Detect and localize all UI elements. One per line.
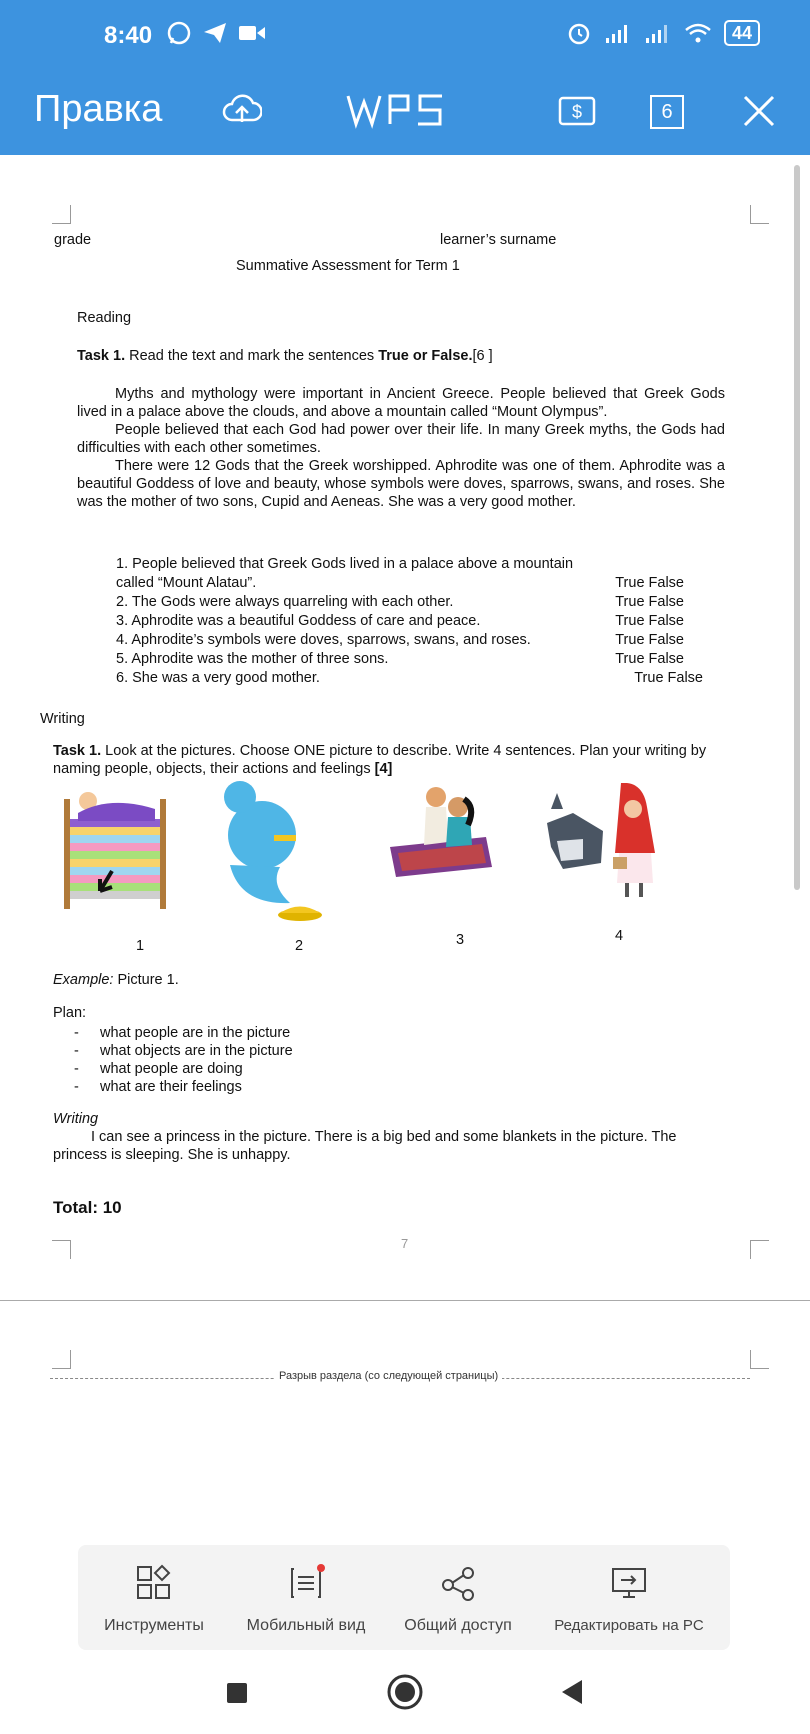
- share-label: Общий доступ: [404, 1617, 512, 1634]
- money-icon[interactable]: [556, 94, 598, 128]
- statement-row: [116, 669, 701, 688]
- edit-on-pc-button[interactable]: [534, 1545, 724, 1650]
- bottom-toolbar: [78, 1545, 730, 1650]
- picture-number: 1: [136, 938, 145, 954]
- plan-item: - what are their feelings: [74, 1079, 242, 1095]
- section-break-label: Разрыв раздела (со следующей страницы): [275, 1370, 502, 1382]
- picture-number: 3: [456, 932, 465, 948]
- statement-text: 2. The Gods were always quarreling with each other.: [116, 594, 454, 610]
- share-icon: [438, 1563, 478, 1603]
- page-count-badge[interactable]: 6: [650, 95, 684, 129]
- plan-label: Plan:: [53, 1005, 87, 1021]
- mobile-view-icon: [286, 1563, 326, 1603]
- scrollbar[interactable]: [794, 165, 800, 890]
- statement-row: [116, 574, 701, 593]
- crop-mark: [750, 1350, 769, 1369]
- true-false-choice[interactable]: True False: [615, 613, 684, 629]
- close-icon[interactable]: [742, 94, 776, 128]
- picture-number: 2: [295, 938, 304, 954]
- paragraph: Myths and mythology were important in Ancient Greece. People believed that Greek Gods lived in a palace above the clouds, and above a mountain called “Mount Olympus”.: [77, 386, 725, 420]
- crop-mark: [52, 1240, 71, 1259]
- writing-task-prefix: Task 1.: [53, 743, 102, 759]
- reading-heading: Reading: [77, 310, 132, 326]
- princess-bed-picture[interactable]: [60, 779, 170, 911]
- crop-mark: [750, 1240, 769, 1259]
- status-icons-right: [566, 20, 760, 46]
- wps-logo-icon: [344, 90, 464, 130]
- writing-example-text: I can see a princess in the picture. There is a big bed and some blankets in the picture. The princess is sleeping. She is unhappy.: [53, 1129, 677, 1163]
- true-false-choice[interactable]: True False: [634, 670, 703, 686]
- true-false-choice[interactable]: True False: [615, 575, 684, 591]
- video-icon: [238, 22, 266, 44]
- statement-text: called “Mount Alatau”.: [116, 575, 257, 591]
- document-title: Summative Assessment for Term 1: [236, 258, 460, 274]
- writing-task-instruction: [53, 742, 723, 778]
- example-text: Picture 1.: [113, 972, 179, 988]
- signal-icon: [604, 22, 632, 44]
- task1-text: Read the text and mark the sentences: [125, 348, 379, 364]
- task1-bold: True or False.: [378, 348, 473, 364]
- true-false-choice[interactable]: True False: [615, 594, 684, 610]
- crop-mark: [52, 1350, 71, 1369]
- writing-example-label: Writing: [53, 1111, 99, 1127]
- statements-list: [116, 555, 701, 688]
- statement-text: 5. Aphrodite was the mother of three sons.: [116, 651, 389, 667]
- statement-text: 3. Aphrodite was a beautiful Goddess of care and peace.: [116, 613, 481, 629]
- plan-list: [74, 1024, 293, 1096]
- true-false-choice[interactable]: True False: [615, 651, 684, 667]
- statement-row: [116, 612, 701, 631]
- writing-heading: Writing: [40, 711, 85, 727]
- aladdin-carpet-picture[interactable]: [386, 777, 496, 887]
- document-page[interactable]: [0, 155, 810, 1300]
- app-header: [0, 0, 810, 155]
- cloud-upload-icon[interactable]: [222, 92, 262, 128]
- task1-prefix: Task 1.: [77, 348, 126, 364]
- tools-label: Инструменты: [104, 1617, 204, 1634]
- svg-text:$: $: [571, 102, 583, 122]
- status-time: 8:40: [104, 22, 153, 49]
- recent-apps-button[interactable]: [227, 1683, 247, 1703]
- back-button[interactable]: [560, 1678, 584, 1706]
- edit-on-pc-icon: [609, 1563, 649, 1603]
- statement-row: [116, 631, 701, 650]
- task1-score: [6 ]: [472, 348, 493, 364]
- statement-row: [116, 650, 701, 669]
- writing-task-score: [4]: [374, 761, 393, 777]
- genie-picture[interactable]: [200, 775, 330, 925]
- writing-task-text: Look at the pictures. Choose ONE picture to describe. Write 4 sentences. Plan your writing by naming people, objects, their actions and feelings: [53, 743, 707, 777]
- mobile-view-label: Мобильный вид: [246, 1617, 366, 1634]
- example-line: [53, 971, 179, 989]
- mobile-view-button[interactable]: [230, 1545, 382, 1650]
- statement-text: 6. She was a very good mother.: [116, 670, 320, 686]
- status-icons-left: [166, 20, 266, 46]
- telegram-icon: [202, 20, 228, 46]
- statement-text: 1. People believed that Greek Gods lived in a palace above a mountain: [116, 556, 574, 572]
- wifi-icon: [684, 22, 712, 44]
- tools-icon: [134, 1563, 174, 1603]
- system-navigation-bar: [0, 1650, 810, 1734]
- crop-mark: [52, 205, 71, 224]
- statement-text: 4. Aphrodite’s symbols were doves, sparrows, swans, and roses.: [116, 632, 531, 648]
- edit-on-pc-label: Редактировать на PC: [554, 1617, 704, 1634]
- true-false-choice[interactable]: True False: [615, 632, 684, 648]
- surname-label: learner’s surname: [440, 232, 557, 248]
- tools-button[interactable]: [78, 1545, 230, 1650]
- plan-item: - what objects are in the picture: [74, 1043, 293, 1059]
- home-button[interactable]: [386, 1673, 424, 1711]
- paragraph: People believed that each God had power over their life. In many Greek myths, the Gods had difficulties with each other sometimes.: [77, 422, 725, 456]
- battery-indicator: 44: [724, 20, 760, 46]
- whatsapp-icon: [166, 20, 192, 46]
- crop-mark: [750, 205, 769, 224]
- statement-row: [116, 593, 701, 612]
- red-riding-hood-wolf-picture[interactable]: [543, 783, 668, 923]
- page-separator: [0, 1300, 810, 1301]
- edit-menu-button[interactable]: Правка: [34, 88, 163, 130]
- alarm-icon: [566, 20, 592, 46]
- signal-icon-2: [644, 22, 672, 44]
- plan-item: - what people are doing: [74, 1061, 243, 1077]
- page-number: 7: [401, 1236, 409, 1251]
- section-break: [50, 1370, 750, 1382]
- task1-instruction: [77, 347, 493, 365]
- total-score: Total: 10: [53, 1198, 122, 1217]
- share-button[interactable]: [382, 1545, 534, 1650]
- statement-row: [116, 555, 701, 574]
- picture-number: 4: [615, 928, 624, 944]
- plan-item: - what people are in the picture: [74, 1025, 291, 1041]
- grade-label: grade: [54, 232, 92, 248]
- paragraph: There were 12 Gods that the Greek worshipped. Aphrodite was one of them. Aphrodite was a beautiful Goddess of love and beauty, whose symbols were doves, sparrows, swans, and roses. She was the mother of two sons, Cupid and Aeneas. She was a very good mother.: [77, 458, 725, 510]
- reading-text: [77, 385, 725, 511]
- example-label: Example:: [53, 972, 114, 988]
